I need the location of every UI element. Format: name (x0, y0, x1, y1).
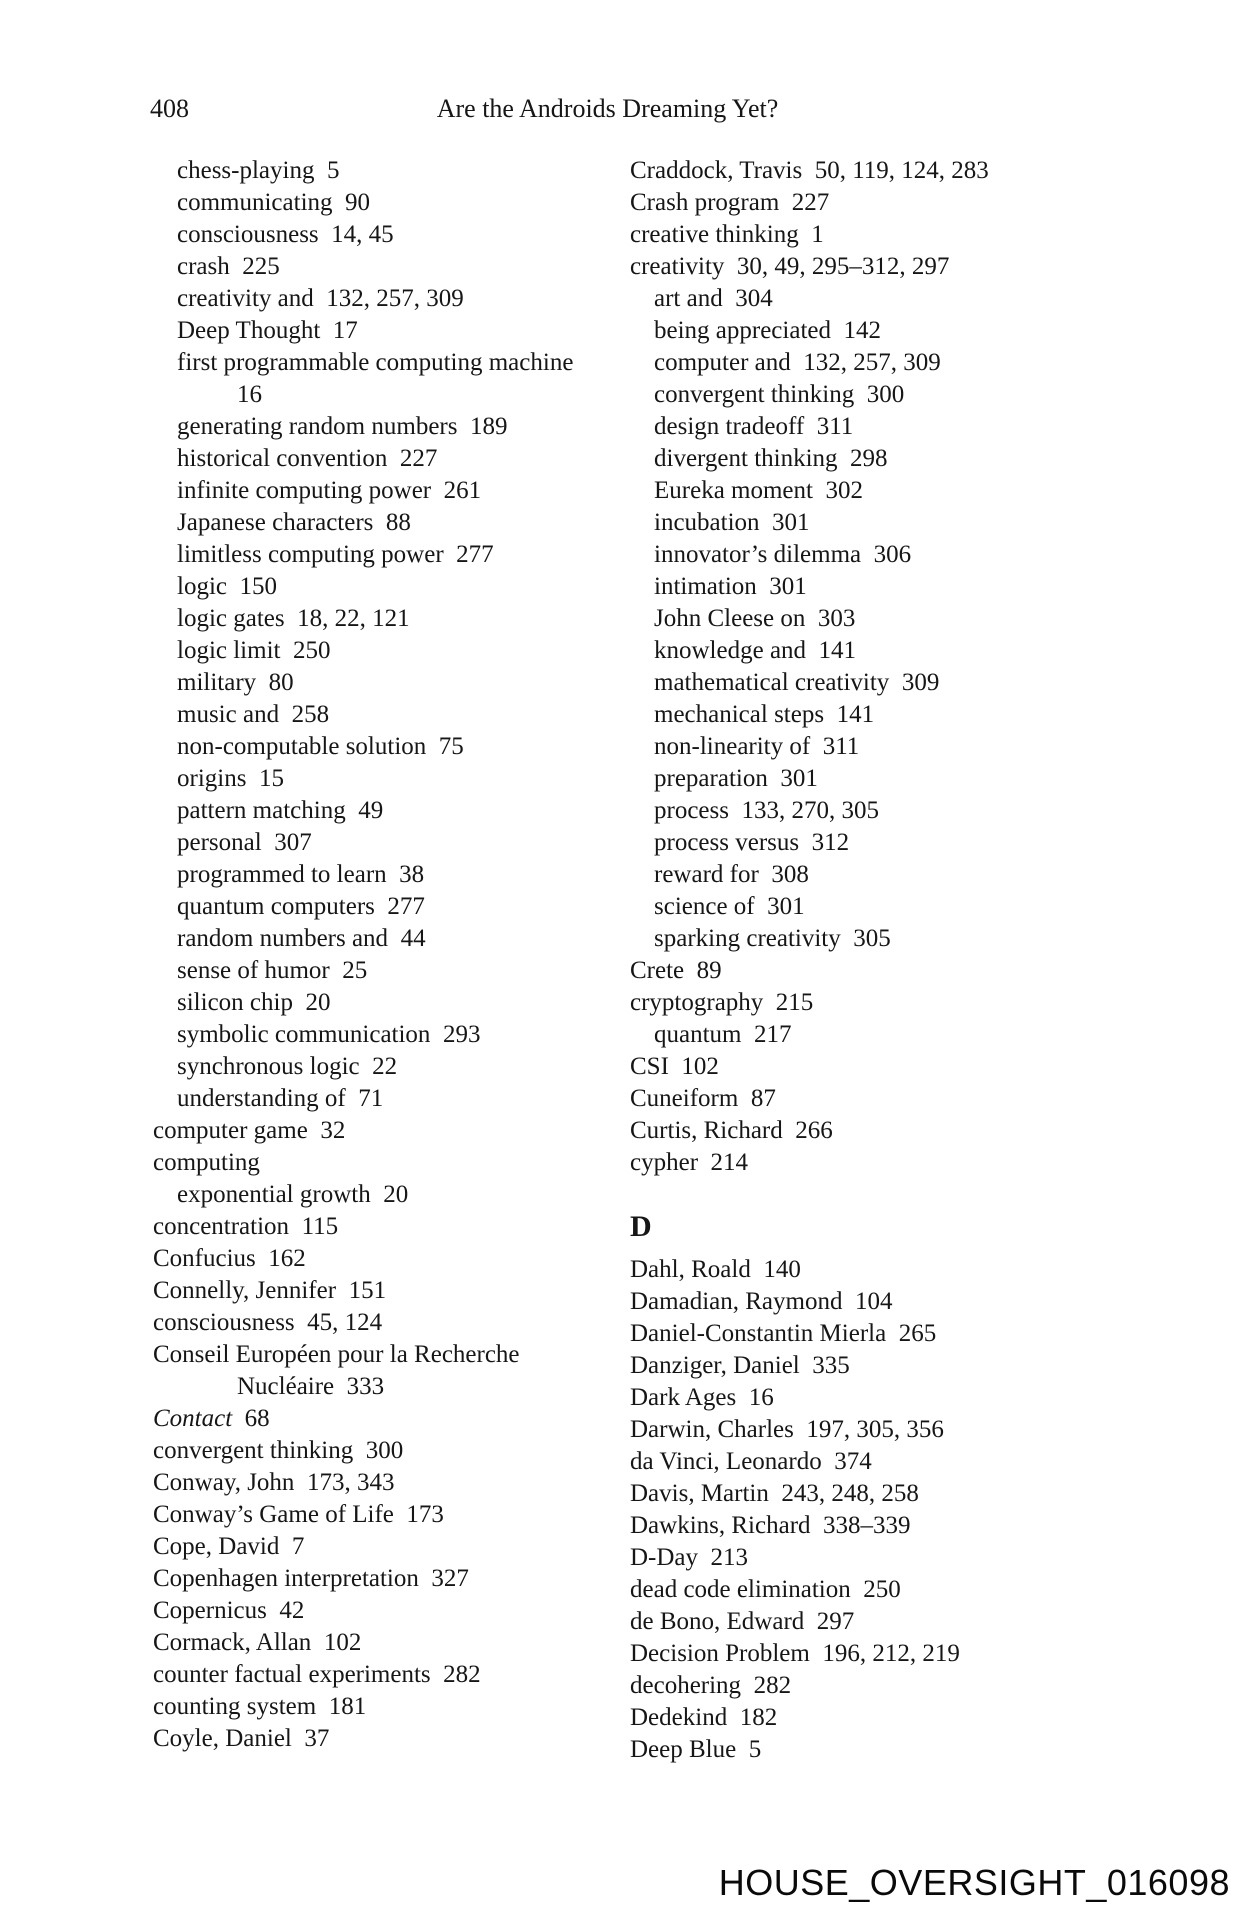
index-entry (630, 1147, 989, 1179)
entry-pages: 300 (365, 1437, 404, 1464)
entry-term: divergent thinking (654, 445, 838, 472)
index-entry (153, 379, 573, 411)
entry-pages: 87 (750, 1085, 776, 1112)
entry-term: logic (177, 573, 227, 600)
entry-pages: 250 (863, 1576, 901, 1603)
entry-pages: 304 (735, 285, 773, 312)
entry-term: cryptography (630, 989, 764, 1016)
entry-pages: 141 (836, 701, 875, 728)
index-entry (630, 539, 989, 571)
entry-pages: 71 (358, 1085, 384, 1112)
entry-pages: 132, 257, 309 (326, 285, 464, 312)
index-entry (153, 1403, 573, 1435)
entry-pages: 37 (304, 1725, 330, 1752)
entry-term: preparation (654, 765, 768, 792)
entry-term: cypher (630, 1149, 699, 1176)
entry-term: Craddock, Travis (630, 157, 803, 184)
entry-pages: 302 (825, 477, 863, 504)
index-entry (630, 1638, 989, 1670)
entry-term: Conway, John (153, 1469, 295, 1496)
entry-term: non-computable solution (177, 733, 427, 760)
index-entry (630, 251, 989, 283)
entry-term: limitless computing power (177, 541, 444, 568)
entry-term: convergent thinking (654, 381, 855, 408)
entry-term: Dark Ages (630, 1384, 737, 1411)
entry-term: Conseil Européen pour la Recherche (153, 1341, 520, 1368)
index-entry (153, 1563, 573, 1595)
index-entry (630, 1083, 989, 1115)
entry-term: design tradeoff (654, 413, 805, 440)
entry-pages: 189 (469, 413, 508, 440)
entry-pages: 333 (346, 1373, 385, 1400)
index-entry (153, 1435, 573, 1467)
entry-term: quantum (654, 1021, 742, 1048)
index-entry (153, 347, 573, 379)
index-entry (630, 1510, 989, 1542)
index-column-right (630, 155, 989, 1766)
entry-pages: 173 (406, 1501, 444, 1528)
entry-pages: 277 (456, 541, 494, 568)
index-entry (153, 891, 573, 923)
index-entry (153, 1083, 573, 1115)
page-number: 408 (150, 94, 189, 123)
entry-pages: 307 (274, 829, 312, 856)
index-entry (153, 635, 573, 667)
index-entry (153, 1307, 573, 1339)
entry-pages: 20 (305, 989, 331, 1016)
index-entry (630, 859, 989, 891)
entry-term: computing (153, 1149, 260, 1176)
index-entry (630, 315, 989, 347)
entry-term: pattern matching (177, 797, 346, 824)
index-entry (630, 1254, 989, 1286)
index-entry (630, 571, 989, 603)
entry-pages: 90 (345, 189, 371, 216)
entry-term: Nucléaire (237, 1373, 335, 1400)
entry-term: mechanical steps (654, 701, 825, 728)
index-entry (630, 411, 989, 443)
entry-term: Cuneiform (630, 1085, 739, 1112)
index-entry (153, 1339, 573, 1371)
entry-pages: 311 (816, 413, 854, 440)
entry-term: concentration (153, 1213, 290, 1240)
index-entry (630, 1702, 989, 1734)
entry-term: communicating (177, 189, 333, 216)
entry-pages: 141 (818, 637, 857, 664)
entry-term: Cope, David (153, 1533, 280, 1560)
entry-term: computer game (153, 1117, 308, 1144)
index-entry (630, 219, 989, 251)
entry-term: Curtis, Richard (630, 1117, 783, 1144)
entry-pages: 265 (898, 1320, 937, 1347)
index-entry (153, 411, 573, 443)
entry-term: science of (654, 893, 755, 920)
entry-pages: 162 (268, 1245, 306, 1272)
index-entry (630, 1606, 989, 1638)
entry-term: origins (177, 765, 247, 792)
entry-term: consciousness (177, 221, 319, 248)
entry-term: Daniel-Constantin Mierla (630, 1320, 887, 1347)
index-entry (630, 155, 989, 187)
watermark-document-id: HOUSE_OVERSIGHT_016098 (718, 1862, 1230, 1903)
index-entry (630, 1446, 989, 1478)
index-entry (153, 955, 573, 987)
entry-pages: 261 (443, 477, 482, 504)
entry-pages: 182 (739, 1704, 778, 1731)
entry-term: sparking creativity (654, 925, 841, 952)
entry-pages: 133, 270, 305 (741, 797, 879, 824)
running-title: Are the Androids Dreaming Yet? (436, 94, 779, 123)
entry-term: crash (177, 253, 230, 280)
index-entry (153, 539, 573, 571)
running-header (150, 92, 1065, 126)
entry-term: Deep Blue (630, 1736, 737, 1763)
entry-pages: 150 (239, 573, 277, 600)
entry-term: reward for (654, 861, 759, 888)
entry-term: Copenhagen interpretation (153, 1565, 419, 1592)
index-entry (630, 923, 989, 955)
entry-pages: 25 (342, 957, 368, 984)
entry-pages: 217 (754, 1021, 792, 1048)
entry-term: Danziger, Daniel (630, 1352, 800, 1379)
entry-pages: 44 (400, 925, 426, 952)
index-entry (630, 379, 989, 411)
index-entry (153, 1595, 573, 1627)
index-entry (153, 443, 573, 475)
entry-term: generating random numbers (177, 413, 458, 440)
entry-pages: 30, 49, 295–312, 297 (736, 253, 950, 280)
entry-term: counting system (153, 1693, 317, 1720)
index-entry (630, 1542, 989, 1574)
entry-term: logic limit (177, 637, 281, 664)
entry-pages: 301 (780, 765, 818, 792)
index-entry (153, 603, 573, 635)
entry-term: logic gates (177, 605, 285, 632)
entry-pages: 327 (431, 1565, 469, 1592)
entry-pages: 104 (854, 1288, 893, 1315)
entry-term: Decision Problem (630, 1640, 810, 1667)
index-entry (630, 1478, 989, 1510)
entry-pages: 115 (301, 1213, 339, 1240)
index-entry (630, 443, 989, 475)
entry-pages: 49 (358, 797, 384, 824)
index-entry (630, 1318, 989, 1350)
index-entry (630, 475, 989, 507)
entry-pages: 303 (817, 605, 856, 632)
entry-pages: 297 (816, 1608, 855, 1635)
index-entry (630, 731, 989, 763)
entry-pages: 16 (748, 1384, 774, 1411)
index-entry (630, 891, 989, 923)
entry-pages: 293 (442, 1021, 481, 1048)
entry-term: counter factual experiments (153, 1661, 431, 1688)
entry-term: creativity (630, 253, 725, 280)
entry-pages: 277 (387, 893, 425, 920)
entry-term: Coyle, Daniel (153, 1725, 292, 1752)
entry-term: intimation (654, 573, 757, 600)
index-entry (153, 571, 573, 603)
entry-pages: 5 (748, 1736, 762, 1763)
entry-pages: 42 (279, 1597, 305, 1624)
entry-term: Davis, Martin (630, 1480, 769, 1507)
index-entry (630, 1574, 989, 1606)
index-entry (153, 1115, 573, 1147)
entry-pages: 17 (332, 317, 358, 344)
entry-term: John Cleese on (654, 605, 806, 632)
entry-pages: 50, 119, 124, 283 (814, 157, 989, 184)
entry-term: random numbers and (177, 925, 389, 952)
index-entry (630, 1414, 989, 1446)
index-entry (153, 219, 573, 251)
entry-term: CSI (630, 1053, 669, 1080)
index-entry (153, 155, 573, 187)
entry-pages: 196, 212, 219 (822, 1640, 960, 1667)
entry-term: Japanese characters (177, 509, 374, 536)
entry-term: infinite computing power (177, 477, 432, 504)
index-entry (153, 731, 573, 763)
entry-pages: 102 (681, 1053, 719, 1080)
index-entry (630, 1734, 989, 1766)
entry-term: Eureka moment (654, 477, 813, 504)
entry-term: Confucius (153, 1245, 256, 1272)
entry-pages: 215 (775, 989, 814, 1016)
entry-term: Cormack, Allan (153, 1629, 312, 1656)
entry-pages: 301 (772, 509, 810, 536)
index-entry (630, 1051, 989, 1083)
index-entry (153, 1467, 573, 1499)
index-entry (153, 187, 573, 219)
index-entry (630, 347, 989, 379)
entry-pages: 243, 248, 258 (781, 1480, 919, 1507)
index-entry (153, 1371, 573, 1403)
entry-term: programmed to learn (177, 861, 387, 888)
index-entry (630, 603, 989, 635)
entry-term: military (177, 669, 257, 696)
entry-pages: 308 (771, 861, 809, 888)
index-entry (630, 1670, 989, 1702)
entry-term: art and (654, 285, 723, 312)
entry-pages: 5 (326, 157, 340, 184)
index-entry (630, 955, 989, 987)
index-entry (630, 1350, 989, 1382)
entry-pages: 258 (291, 701, 330, 728)
index-entry (153, 827, 573, 859)
entry-term: Darwin, Charles (630, 1416, 794, 1443)
entry-term: de Bono, Edward (630, 1608, 805, 1635)
index-entry (630, 1286, 989, 1318)
entry-pages: 15 (258, 765, 284, 792)
entry-pages: 45, 124 (307, 1309, 383, 1336)
entry-pages: 197, 305, 356 (806, 1416, 944, 1443)
entry-pages: 132, 257, 309 (803, 349, 941, 376)
index-entry (630, 827, 989, 859)
entry-pages: 140 (763, 1256, 801, 1283)
entry-term: symbolic communication (177, 1021, 431, 1048)
entry-pages: 305 (853, 925, 891, 952)
index-entry (153, 507, 573, 539)
entry-pages: 213 (710, 1544, 749, 1571)
index-entry (630, 699, 989, 731)
entry-pages: 89 (696, 957, 722, 984)
entry-term: synchronous logic (177, 1053, 360, 1080)
index-entry (630, 1115, 989, 1147)
entry-pages: 225 (242, 253, 280, 280)
entry-pages: 173, 343 (306, 1469, 395, 1496)
index-entry (630, 283, 989, 315)
entry-pages: 1 (811, 221, 824, 248)
entry-pages: 7 (291, 1533, 305, 1560)
entry-term: Conway’s Game of Life (153, 1501, 394, 1528)
entry-pages: 214 (710, 1149, 749, 1176)
entry-pages: 301 (769, 573, 807, 600)
entry-term: D-Day (630, 1544, 699, 1571)
entry-term: sense of humor (177, 957, 330, 984)
entry-term: process (654, 797, 729, 824)
entry-pages: 22 (372, 1053, 398, 1080)
entry-term: mathematical creativity (654, 669, 890, 696)
index-entry (630, 1019, 989, 1051)
index-entry (630, 187, 989, 219)
entry-pages: 75 (438, 733, 464, 760)
index-entry (153, 763, 573, 795)
entry-term: understanding of (177, 1085, 346, 1112)
index-section-letter (630, 1209, 989, 1245)
index-entry (153, 699, 573, 731)
index-entry (153, 667, 573, 699)
entry-term: innovator’s dilemma (654, 541, 862, 568)
entry-term: D (630, 1210, 652, 1243)
entry-term: computer and (654, 349, 791, 376)
index-entry (153, 795, 573, 827)
entry-pages: 309 (901, 669, 940, 696)
entry-term: Crete (630, 957, 685, 984)
index-entry (153, 1627, 573, 1659)
index-column-left (153, 155, 573, 1755)
entry-term: dead code elimination (630, 1576, 851, 1603)
entry-term: Crash program (630, 189, 780, 216)
entry-term: non-linearity of (654, 733, 811, 760)
index-entry (153, 1659, 573, 1691)
index-entry (153, 987, 573, 1019)
index-entry (630, 635, 989, 667)
index-entry (153, 1499, 573, 1531)
entry-term: process versus (654, 829, 800, 856)
entry-pages: 151 (348, 1277, 387, 1304)
entry-pages: 282 (443, 1661, 481, 1688)
entry-pages: 88 (385, 509, 411, 536)
index-entry (630, 1382, 989, 1414)
entry-term: chess-playing (177, 157, 315, 184)
entry-term: da Vinci, Leonardo (630, 1448, 822, 1475)
entry-pages: 266 (795, 1117, 833, 1144)
entry-pages: 227 (791, 189, 830, 216)
entry-pages: 38 (399, 861, 425, 888)
entry-term: Dedekind (630, 1704, 728, 1731)
entry-pages: 80 (268, 669, 294, 696)
entry-pages: 142 (843, 317, 881, 344)
entry-pages: 311 (822, 733, 860, 760)
entry-term: Copernicus (153, 1597, 267, 1624)
entry-term: quantum computers (177, 893, 375, 920)
entry-pages: 227 (399, 445, 438, 472)
entry-term: Dawkins, Richard (630, 1512, 811, 1539)
entry-term: Deep Thought (177, 317, 321, 344)
index-entry (630, 795, 989, 827)
entry-pages: 335 (812, 1352, 850, 1379)
entry-pages: 338–339 (823, 1512, 911, 1539)
entry-term: music and (177, 701, 280, 728)
entry-term: Contact (153, 1405, 233, 1432)
entry-pages: 250 (292, 637, 331, 664)
entry-pages: 14, 45 (331, 221, 394, 248)
index-entry (153, 1723, 573, 1755)
index-entry (153, 283, 573, 315)
entry-term: Damadian, Raymond (630, 1288, 843, 1315)
index-entry (630, 507, 989, 539)
entry-pages: 18, 22, 121 (297, 605, 410, 632)
index-entry (153, 859, 573, 891)
index-entry (153, 1531, 573, 1563)
entry-pages: 298 (850, 445, 888, 472)
index-entry (153, 251, 573, 283)
entry-pages: 68 (244, 1405, 270, 1432)
index-entry (153, 1147, 573, 1179)
entry-term: historical convention (177, 445, 388, 472)
index-entry (153, 315, 573, 347)
index-entry (153, 1243, 573, 1275)
entry-pages: 102 (323, 1629, 362, 1656)
entry-pages: 282 (753, 1672, 792, 1699)
entry-pages: 306 (873, 541, 912, 568)
entry-term: personal (177, 829, 262, 856)
index-entry (153, 1211, 573, 1243)
entry-term: 16 (237, 381, 262, 408)
entry-pages: 181 (328, 1693, 367, 1720)
entry-term: convergent thinking (153, 1437, 354, 1464)
entry-pages: 32 (320, 1117, 346, 1144)
entry-term: first programmable computing machine (177, 349, 574, 376)
entry-term: decohering (630, 1672, 742, 1699)
entry-pages: 300 (866, 381, 905, 408)
entry-term: consciousness (153, 1309, 295, 1336)
entry-term: creativity and (177, 285, 314, 312)
index-entry (153, 1051, 573, 1083)
index-entry (630, 763, 989, 795)
index-entry (630, 667, 989, 699)
entry-pages: 374 (834, 1448, 872, 1475)
entry-pages: 312 (811, 829, 850, 856)
index-entry (630, 987, 989, 1019)
index-entry (153, 1691, 573, 1723)
entry-term: Dahl, Roald (630, 1256, 751, 1283)
entry-term: being appreciated (654, 317, 831, 344)
entry-term: incubation (654, 509, 760, 536)
entry-term: Connelly, Jennifer (153, 1277, 337, 1304)
index-entry (153, 1019, 573, 1051)
entry-term: exponential growth (177, 1181, 371, 1208)
entry-pages: 301 (767, 893, 805, 920)
index-entry (153, 923, 573, 955)
index-entry (153, 475, 573, 507)
entry-term: creative thinking (630, 221, 799, 248)
index-entry (153, 1275, 573, 1307)
entry-term: knowledge and (654, 637, 807, 664)
entry-term: silicon chip (177, 989, 293, 1016)
entry-pages: 20 (383, 1181, 409, 1208)
index-entry (153, 1179, 573, 1211)
